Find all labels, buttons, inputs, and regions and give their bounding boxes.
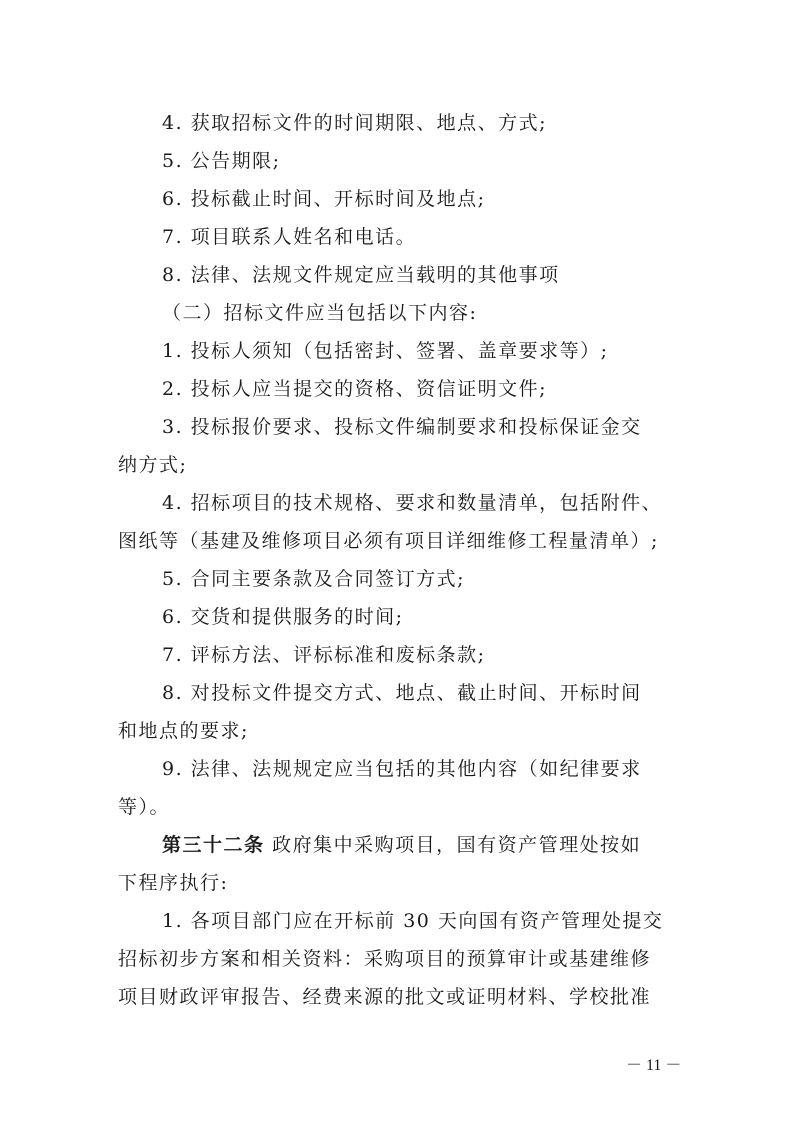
section-heading: （二）招标文件应当包括以下内容: — [162, 302, 478, 324]
list-item: 1. 投标人须知（包括密封、签署、盖章要求等）; — [162, 340, 609, 362]
list-item: 4. 招标项目的技术规格、要求和数量清单，包括附件、 — [162, 492, 663, 514]
list-item: 7. 项目联系人姓名和电话。 — [162, 226, 417, 248]
list-item-continuation: 图纸等（基建及维修项目必须有项目详细维修工程量清单）; — [118, 530, 659, 552]
list-item-continuation: 纳方式; — [118, 454, 188, 476]
list-item-continuation: 招标初步方案和相关资料：采购项目的预算审计或基建维修 — [118, 948, 652, 970]
list-item: 7. 评标方法、评标标准和废标条款; — [162, 644, 486, 666]
article-continuation: 下程序执行: — [118, 872, 229, 894]
list-item: 6. 交货和提供服务的时间; — [162, 606, 404, 628]
list-item-continuation: 和地点的要求; — [118, 720, 249, 742]
list-item: 9. 法律、法规规定应当包括的其他内容（如纪律要求 — [162, 758, 642, 780]
list-item: 5. 合同主要条款及合同签订方式; — [162, 568, 466, 590]
list-item: 3. 投标报价要求、投标文件编制要求和投标保证金交 — [162, 416, 642, 438]
page-number: － 11 － — [626, 1057, 682, 1074]
list-item: 8. 法律、法规文件规定应当载明的其他事项 — [162, 264, 560, 286]
list-item: 1. 各项目部门应在开标前 30 天向国有资产管理处提交 — [162, 910, 664, 932]
list-item-continuation: 等）。 — [118, 796, 171, 818]
list-item: 2. 投标人应当提交的资格、资信证明文件; — [162, 378, 548, 400]
article-text: 政府集中采购项目，国有资产管理处按如 — [272, 834, 642, 856]
list-item: 5. 公告期限; — [162, 150, 281, 172]
list-item: 4. 获取招标文件的时间期限、地点、方式; — [162, 112, 548, 134]
article-paragraph — [162, 832, 641, 858]
list-item: 6. 投标截止时间、开标时间及地点; — [162, 188, 486, 210]
article-heading: 第三十二条 — [162, 834, 265, 856]
list-item-continuation: 项目财政评审报告、经费来源的批文或证明材料、学校批准 — [118, 986, 652, 1008]
list-item: 8. 对投标文件提交方式、地点、截止时间、开标时间 — [162, 682, 642, 704]
